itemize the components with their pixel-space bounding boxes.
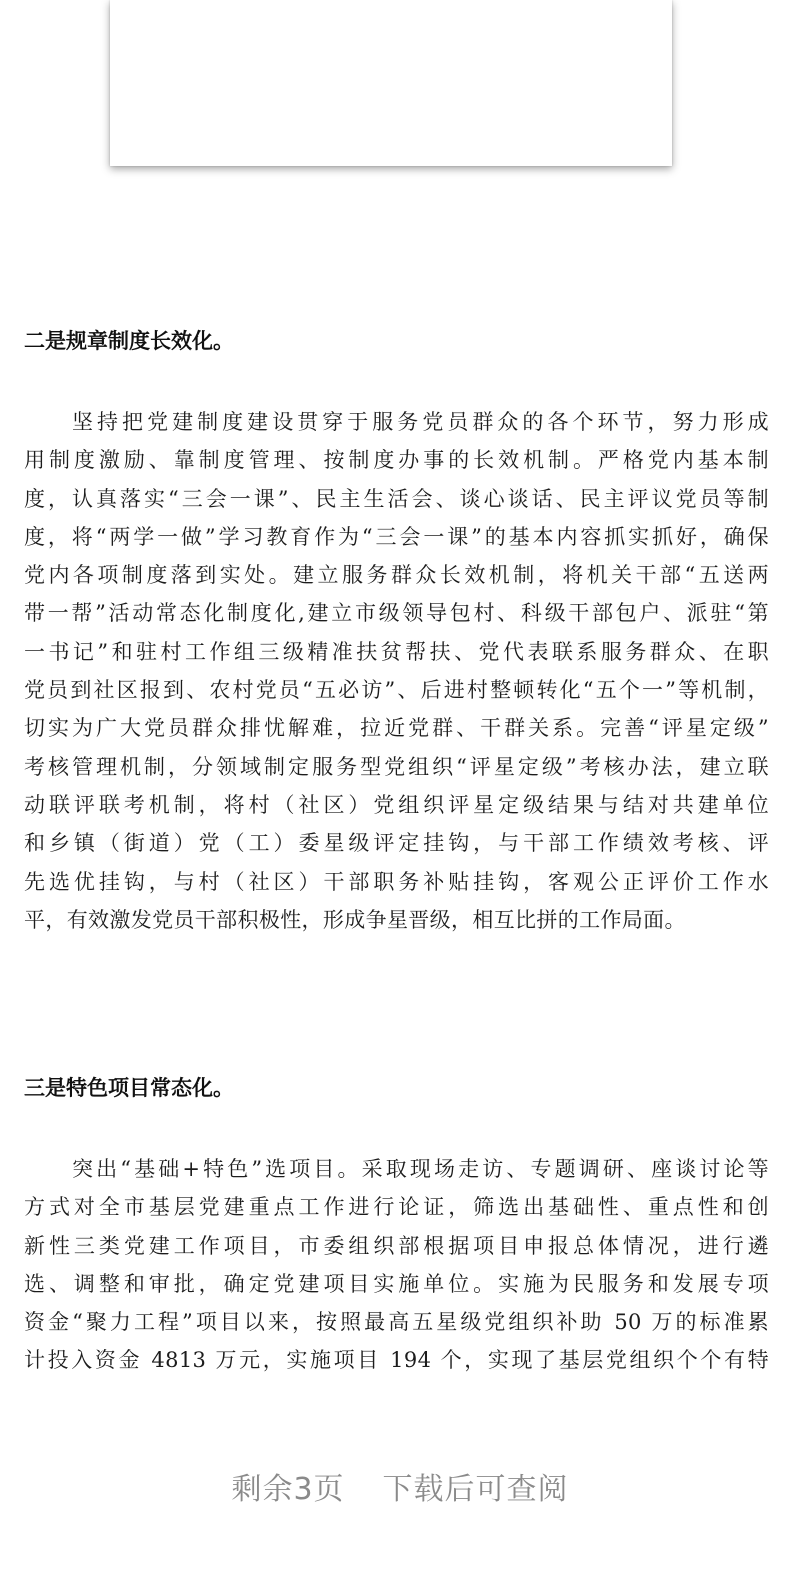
text-line: 选、调整和审批，确定党建项目实施单位。实施为民服务和发展专项 <box>24 1271 769 1296</box>
text-line: 资金“聚力工程”项目以来，按照最高五星级党组织补助 50 万的标准累 <box>24 1310 769 1335</box>
section-heading-featured-projects: 三是特色项目常态化。 <box>24 1076 234 1100</box>
text-line: 切实为广大党员群众排忧解难，拉近党群、干群关系。完善“评星定级” <box>24 716 769 741</box>
remaining-pages-label[interactable]: 剩余3页 <box>231 1472 345 1507</box>
text-line: 带一帮”活动常态化制度化,建立市级领导包村、科级干部包户、派驻“第 <box>24 601 769 626</box>
text-line: 突出“基础+特色”选项目。采取现场走访、专题调研、座谈讨论等 <box>72 1157 769 1181</box>
text-line: 用制度激励、靠制度管理、按制度办事的长效机制。严格党内基本制 <box>24 448 769 473</box>
paragraph-featured-projects <box>24 1150 769 1380</box>
text-line: 方式对全市基层党建重点工作进行论证，筛选出基础性、重点性和创 <box>24 1195 769 1220</box>
text-line: 考核管理机制，分领域制定服务型党组织“评星定级”考核办法，建立联 <box>24 754 769 779</box>
download-prompt[interactable] <box>0 1466 800 1514</box>
section-heading-regulations: 二是规章制度长效化。 <box>24 329 234 353</box>
document-page-preview <box>110 0 672 166</box>
paragraph-regulations <box>24 403 769 939</box>
download-to-view-label[interactable]: 下载后可查阅 <box>382 1472 569 1507</box>
text-line: 坚持把党建制度建设贯穿于服务党员群众的各个环节，努力形成 <box>72 410 769 434</box>
text-line: 党员到社区报到、农村党员“五必访”、后进村整顿转化“五个一”等机制， <box>24 678 769 703</box>
text-line: 一书记”和驻村工作组三级精准扶贫帮扶、党代表联系服务群众、在职 <box>24 639 769 664</box>
text-line: 动联评联考机制，将村（社区）党组织评星定级结果与结对共建单位 <box>24 792 769 817</box>
text-line: 度，认真落实“三会一课”、民主生活会、谈心谈话、民主评议党员等制 <box>24 486 769 511</box>
text-line: 计投入资金 4813 万元，实施项目 194 个，实现了基层党组织个个有特 <box>24 1348 769 1373</box>
text-line: 新性三类党建工作项目，市委组织部根据项目申报总体情况，进行遴 <box>24 1233 769 1258</box>
text-line: 先选优挂钩，与村（社区）干部职务补贴挂钩，客观公正评价工作水 <box>24 869 769 894</box>
text-line: 党内各项制度落到实处。建立服务群众长效机制，将机关干部“五送两 <box>24 563 769 588</box>
text-line: 平，有效激发党员干部积极性，形成争星晋级，相互比拼的工作局面。 <box>24 907 686 932</box>
text-line: 度，将“两学一做”学习教育作为“三会一课”的基本内容抓实抓好，确保 <box>24 524 769 549</box>
text-line: 和乡镇（街道）党（工）委星级评定挂钩，与干部工作绩效考核、评 <box>24 831 769 856</box>
